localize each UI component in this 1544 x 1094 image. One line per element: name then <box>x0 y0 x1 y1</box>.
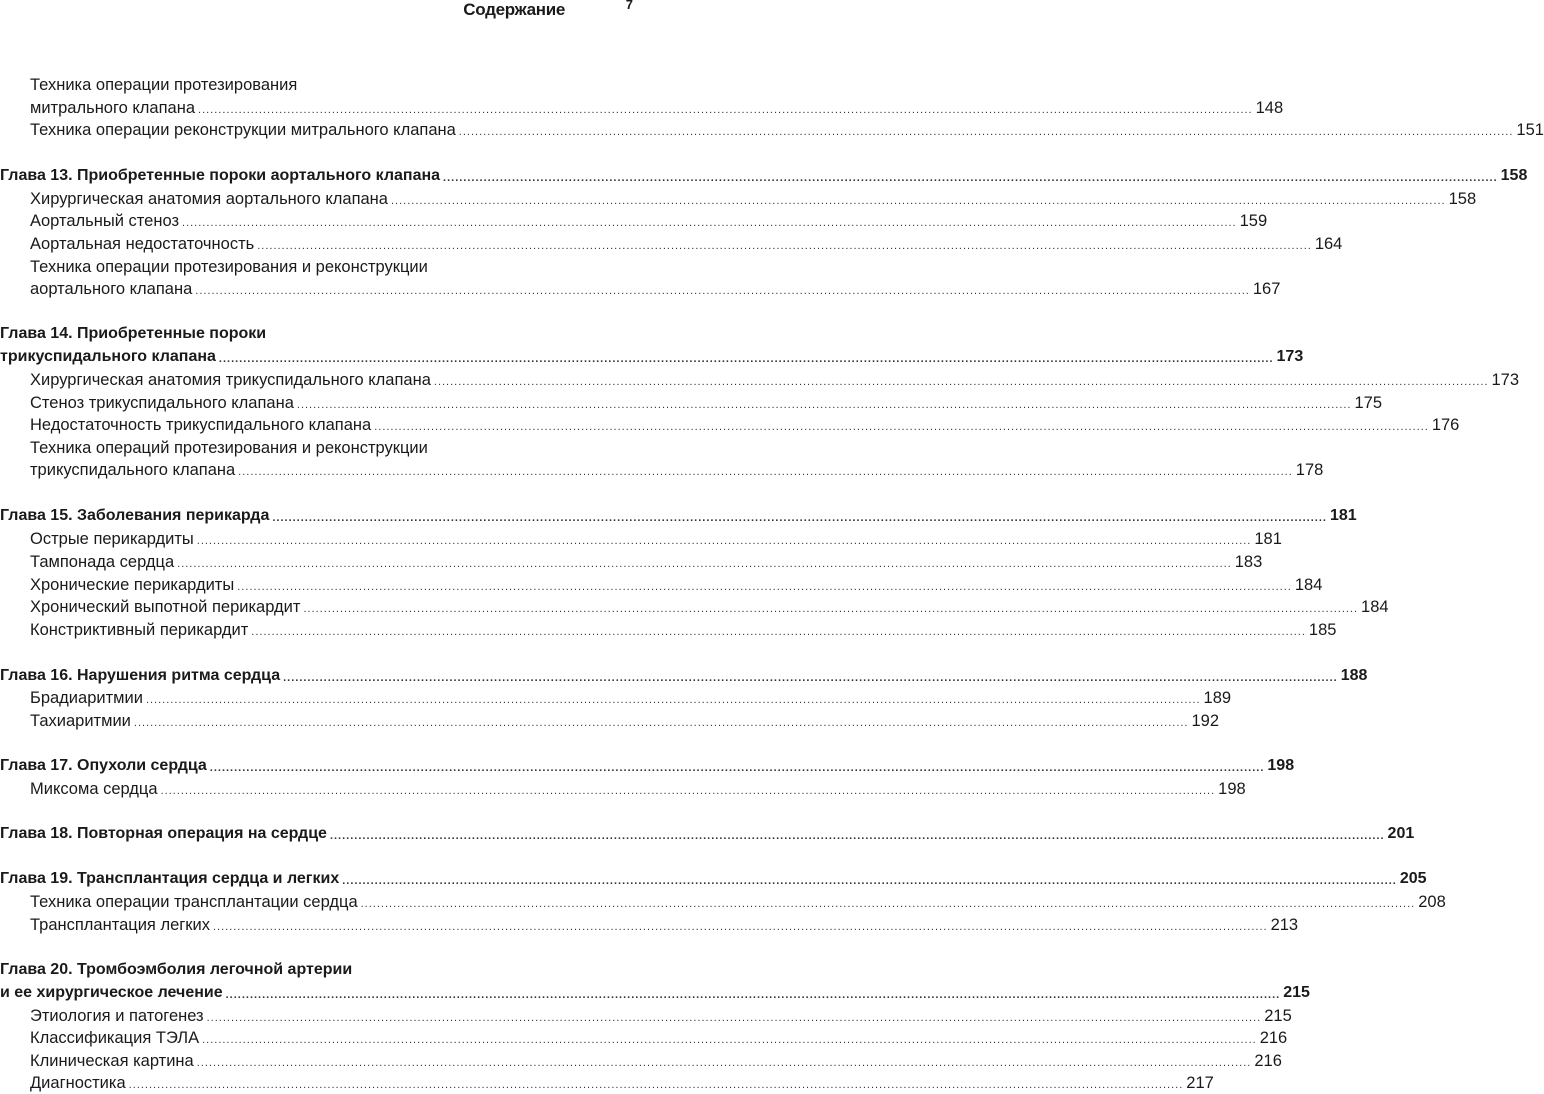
dot-leader: .................................................................................................................................................................................................................................................................... <box>182 217 1237 229</box>
toc-entry-title: Техника операции протезирования и реконструкции <box>30 258 428 276</box>
toc-entry-title: Глава 15. Заболевания перикарда <box>0 507 270 524</box>
toc-entry-page-number: 159 <box>1239 212 1268 230</box>
toc-entry-page-number: 151 <box>1516 121 1544 139</box>
toc-entry-title: Глава 19. Трансплантация сердца и легких <box>0 870 340 887</box>
toc-section-entry <box>30 1003 1292 1027</box>
toc-section-entry <box>30 390 1383 414</box>
toc-entry-page-number: 184 <box>1294 576 1323 594</box>
toc-entry-title: Хронический выпотной перикардит <box>30 598 301 616</box>
toc-section-entry <box>30 889 1446 913</box>
toc-chapter-entry <box>0 163 1528 187</box>
toc-section-entry <box>30 1048 1282 1072</box>
toc-section-entry <box>30 912 1299 936</box>
dot-leader: .................................................................................................................................................................................................................................................................... <box>433 376 1489 388</box>
toc-entry-title: Глава 16. Нарушения ритма сердца <box>0 667 281 684</box>
page-header <box>0 0 637 24</box>
toc-entry-page-number: 158 <box>1448 190 1477 208</box>
dot-leader: .................................................................................................................................................................................................................................................................... <box>272 512 1327 524</box>
toc-entry-title: Техника операции протезирования <box>30 76 298 94</box>
dot-leader: .................................................................................................................................................................................................................................................................... <box>212 921 1268 933</box>
toc-entry-title: Глава 14. Приобретенные пороки <box>0 325 267 342</box>
toc-section-entry <box>30 95 1284 119</box>
toc-entry-title: Хронические перикардиты <box>30 576 235 594</box>
toc-entry-page-number: 216 <box>1254 1052 1282 1070</box>
dot-leader: .................................................................................................................................................................................................................................................................... <box>360 898 1416 910</box>
dot-leader: .................................................................................................................................................................................................................................................................... <box>329 830 1385 842</box>
toc-entry-title: Тампонада сердца <box>30 553 175 571</box>
toc-entry-page-number: 205 <box>1399 870 1427 887</box>
toc-entry-page-number: 184 <box>1361 598 1389 616</box>
toc-entry-page-number: 213 <box>1270 916 1299 934</box>
toc-entry-page-number: 208 <box>1418 893 1446 911</box>
dot-leader: .................................................................................................................................................................................................................................................................... <box>196 1057 1252 1069</box>
toc-entry-title: Техника операций протезирования и реконструкции <box>30 439 428 457</box>
toc-entry-title: Этиология и патогенез <box>30 1007 204 1025</box>
toc-chapter-entry <box>0 957 562 981</box>
dot-leader: .................................................................................................................................................................................................................................................................... <box>296 399 1352 411</box>
toc-entry-title: Трансплантация легких <box>30 916 210 934</box>
toc-entry-title: Глава 18. Повторная операция на сердце <box>0 825 327 842</box>
dot-leader: .................................................................................................................................................................................................................................................................... <box>225 989 1281 1001</box>
dot-leader: .................................................................................................................................................................................................................................................................... <box>202 1034 1257 1046</box>
toc-section-entry <box>30 1070 1214 1094</box>
toc-section-entry <box>30 572 1323 596</box>
dot-leader: .................................................................................................................................................................................................................................................................... <box>145 694 1201 706</box>
toc-entry-page-number: 189 <box>1203 689 1232 707</box>
toc-section-entry <box>30 457 1324 481</box>
toc-entry-page-number: 158 <box>1500 167 1528 184</box>
toc-entry-title: Техника операции трансплантации сердца <box>30 893 358 911</box>
toc-entry-page-number: 183 <box>1234 553 1263 571</box>
toc-entry-title: Аортальный стеноз <box>30 212 180 230</box>
toc-chapter-entry <box>0 980 1310 1004</box>
toc-entry-page-number: 198 <box>1218 780 1246 798</box>
toc-entry-title: Техника операции реконструкции митрального клапана <box>30 121 456 139</box>
toc-entry-page-number: 198 <box>1267 757 1295 774</box>
dot-leader: .................................................................................................................................................................................................................................................................... <box>128 1079 1184 1091</box>
toc-chapter-entry <box>0 753 1295 777</box>
dot-leader: .................................................................................................................................................................................................................................................................... <box>342 875 1397 887</box>
dot-leader: .................................................................................................................................................................................................................................................................... <box>257 240 1312 252</box>
dot-leader: .................................................................................................................................................................................................................................................................... <box>195 285 1250 297</box>
dot-leader: .................................................................................................................................................................................................................................................................... <box>133 717 1189 729</box>
toc-chapter-entry <box>0 503 1357 527</box>
toc-entry-title: Глава 20. Тромбоэмболия легочной артерии <box>0 961 353 978</box>
toc-entry-title: Классификация ТЭЛА <box>30 1029 200 1047</box>
toc-entry-title: аортального клапана <box>30 280 193 298</box>
toc-section-entry <box>30 254 561 278</box>
toc-entry-title: Хирургическая анатомия аортального клапана <box>30 190 388 208</box>
toc-entry-title: Аортальная недостаточность <box>30 235 255 253</box>
dot-leader: .................................................................................................................................................................................................................................................................... <box>374 421 1429 433</box>
toc-entry-page-number: 164 <box>1314 235 1343 253</box>
toc-section-entry <box>30 685 1232 709</box>
toc-chapter-entry <box>0 663 1368 687</box>
toc-section-entry <box>30 72 561 96</box>
toc-entry-title: Брадиаритмии <box>30 689 143 707</box>
toc-entry-page-number: 175 <box>1354 394 1383 412</box>
toc-section-entry <box>30 708 1220 732</box>
toc-entry-page-number: 216 <box>1259 1029 1288 1047</box>
toc-entry-page-number: 173 <box>1276 348 1304 365</box>
toc-entry-page-number: 181 <box>1254 530 1282 548</box>
toc-section-entry <box>30 594 1389 618</box>
dot-leader: .................................................................................................................................................................................................................................................................... <box>218 353 1274 365</box>
toc-entry-page-number: 185 <box>1308 621 1337 639</box>
toc-section-entry <box>30 412 1460 436</box>
dot-leader: .................................................................................................................................................................................................................................................................... <box>196 535 1252 547</box>
dot-leader: .................................................................................................................................................................................................................................................................... <box>458 126 1514 138</box>
toc-entry-page-number: 178 <box>1295 461 1324 479</box>
toc-entry-page-number: 188 <box>1340 667 1368 684</box>
dot-leader: .................................................................................................................................................................................................................................................................... <box>198 104 1253 116</box>
toc-entry-page-number: 176 <box>1431 416 1460 434</box>
toc-section-entry <box>30 276 1281 300</box>
toc-entry-title: Миксома сердца <box>30 780 158 798</box>
toc-entry-title: Глава 13. Приобретенные пороки аортального клапана <box>0 167 441 184</box>
dot-leader: .................................................................................................................................................................................................................................................................... <box>238 466 1293 478</box>
toc-entry-title: Хирургическая анатомия трикуспидального клапана <box>30 371 431 389</box>
toc-section-entry <box>30 617 1337 641</box>
page-number: 7 <box>625 0 633 12</box>
dot-leader: .................................................................................................................................................................................................................................................................... <box>209 762 1265 774</box>
toc-entry-page-number: 217 <box>1186 1074 1214 1092</box>
toc-entry-title: Стеноз трикуспидального клапана <box>30 394 294 412</box>
toc-section-entry <box>30 526 1282 550</box>
toc-section-entry <box>30 186 1477 210</box>
toc-entry-page-number: 215 <box>1283 984 1310 1001</box>
toc-entry-title: Диагностика <box>30 1074 126 1092</box>
toc-section-entry <box>30 367 1520 391</box>
dot-leader: .................................................................................................................................................................................................................................................................... <box>283 672 1338 684</box>
toc-chapter-entry <box>0 866 1427 890</box>
toc-entry-title: Недостаточность трикуспидального клапана <box>30 416 372 434</box>
toc-chapter-entry <box>0 344 1304 368</box>
toc-entry-title: трикуспидального клапана <box>0 348 216 365</box>
toc-entry-title: трикуспидального клапана <box>30 461 236 479</box>
toc-section-entry <box>30 208 1268 232</box>
toc-section-entry <box>30 776 1246 800</box>
toc-entry-page-number: 148 <box>1255 99 1284 117</box>
toc-chapter-entry <box>0 821 1415 845</box>
toc-section-entry <box>30 1025 1288 1049</box>
toc-entry-title: митрального клапана <box>30 99 196 117</box>
dot-leader: .................................................................................................................................................................................................................................................................... <box>160 785 1216 797</box>
toc-entry-title: и ее хирургическое лечение <box>0 984 223 1001</box>
toc-entry-page-number: 167 <box>1252 280 1281 298</box>
toc-chapter-entry <box>0 321 562 345</box>
running-title: Содержание <box>463 0 565 19</box>
dot-leader: .................................................................................................................................................................................................................................................................... <box>443 172 1498 184</box>
toc-section-entry <box>30 231 1343 255</box>
dot-leader: .................................................................................................................................................................................................................................................................... <box>206 1012 1262 1024</box>
toc-entry-title: Глава 17. Опухоли сердца <box>0 757 207 774</box>
toc-entry-title: Клиническая картина <box>30 1052 194 1070</box>
dot-leader: .................................................................................................................................................................................................................................................................... <box>177 558 1232 570</box>
toc-entry-page-number: 201 <box>1387 825 1415 842</box>
toc-section-entry <box>30 549 1263 573</box>
dot-leader: .................................................................................................................................................................................................................................................................... <box>251 626 1306 638</box>
dot-leader: .................................................................................................................................................................................................................................................................... <box>390 195 1446 207</box>
toc-section-entry <box>30 435 561 459</box>
toc-section-entry <box>30 117 1544 141</box>
toc-entry-title: Констриктивный перикардит <box>30 621 249 639</box>
dot-leader: .................................................................................................................................................................................................................................................................... <box>303 603 1359 615</box>
toc-entry-page-number: 173 <box>1491 371 1520 389</box>
dot-leader: .................................................................................................................................................................................................................................................................... <box>237 581 1292 593</box>
toc-entry-page-number: 181 <box>1329 507 1357 524</box>
toc-entry-page-number: 192 <box>1191 712 1220 730</box>
toc-entry-title: Тахиаритмии <box>30 712 131 730</box>
toc-entry-title: Острые перикардиты <box>30 530 194 548</box>
toc-entry-page-number: 215 <box>1264 1007 1292 1025</box>
